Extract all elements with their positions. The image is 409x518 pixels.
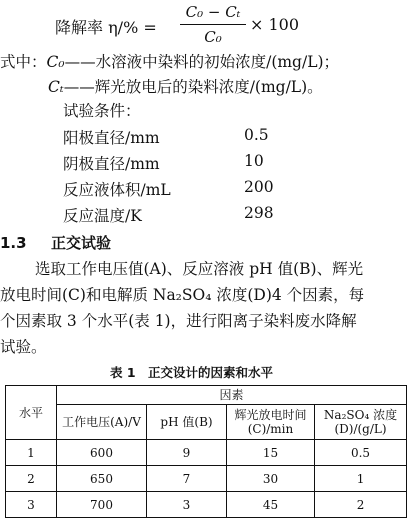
factors-levels-table [5,385,407,518]
table-cell: 3 [147,492,227,518]
column-header: Na₂SO₄ 浓度(D)/(g/L) [315,405,407,440]
formula-fraction [180,2,246,47]
table-cell: 650 [57,466,147,492]
section-title: 正交试验 [51,234,112,252]
table-header-row [6,386,407,405]
table-caption: 表 1 正交设计的因素和水平 [110,365,274,380]
column-header: 工作电压(A)/V [57,405,147,440]
formula-numerator: C₀ − Cₜ [185,3,241,21]
table-row [6,466,407,492]
paragraph-line: 放电时间(C)和电解质 Na₂SO₄ 浓度(D)4 个因素，每 [0,286,365,304]
ct-symbol: Cₜ [48,78,64,96]
definition-prefix: 式中： [0,53,47,71]
level-cell: 3 [6,492,57,518]
ct-text: ——辉光放电后的染料浓度/(mg/L)。 [63,78,323,96]
condition-value: 10 [244,152,264,170]
c0-symbol: C₀ [46,53,65,71]
section-number: 1.3 [0,234,27,252]
table-cell: 7 [147,466,227,492]
table-header-row [6,405,407,440]
table-cell: 600 [57,440,147,466]
paragraph-line: 试验。 [0,338,47,356]
table-cell: 45 [227,492,315,518]
table-cell: 700 [57,492,147,518]
formula-multiplier: × 100 [250,15,300,34]
table-cell: 15 [227,440,315,466]
table-row [6,440,407,466]
formula-label: 降解率 η/% = [55,18,157,37]
group-header-factors: 因素 [57,386,407,405]
definition-c0 [0,52,339,72]
section-heading [0,232,111,253]
level-cell: 2 [6,466,57,492]
fraction-bar [180,24,246,25]
table-cell: 30 [227,466,315,492]
formula-denominator: C₀ [204,28,222,46]
table-cell: 1 [315,466,407,492]
paragraph-line: 个因素取 3 个水平(表 1)，进行阳离子染料废水降解 [0,312,357,330]
definition-ct [48,77,323,97]
condition-label: 反应液体积/mL [63,181,171,199]
condition-value: 298 [244,204,274,222]
row-header-level: 水平 [6,386,57,440]
level-cell: 1 [6,440,57,466]
condition-label: 阳极直径/mm [63,129,160,147]
column-header: 辉光放电时间(C)/min [227,405,315,440]
c0-text: ——水溶液中染料的初始浓度/(mg/L)； [64,53,340,71]
paragraph-line: 选取工作电压值(A)、反应溶液 pH 值(B)、辉光 [35,260,364,278]
condition-value: 200 [244,178,274,196]
table-cell: 0.5 [315,440,407,466]
condition-label: 阴极直径/mm [63,155,160,173]
condition-value: 0.5 [244,126,269,144]
column-header: pH 值(B) [147,405,227,440]
table-row [6,492,407,518]
condition-label: 反应温度/K [63,207,142,225]
table-cell: 9 [147,440,227,466]
table-cell: 2 [315,492,407,518]
conditions-title: 试验条件： [63,102,141,120]
